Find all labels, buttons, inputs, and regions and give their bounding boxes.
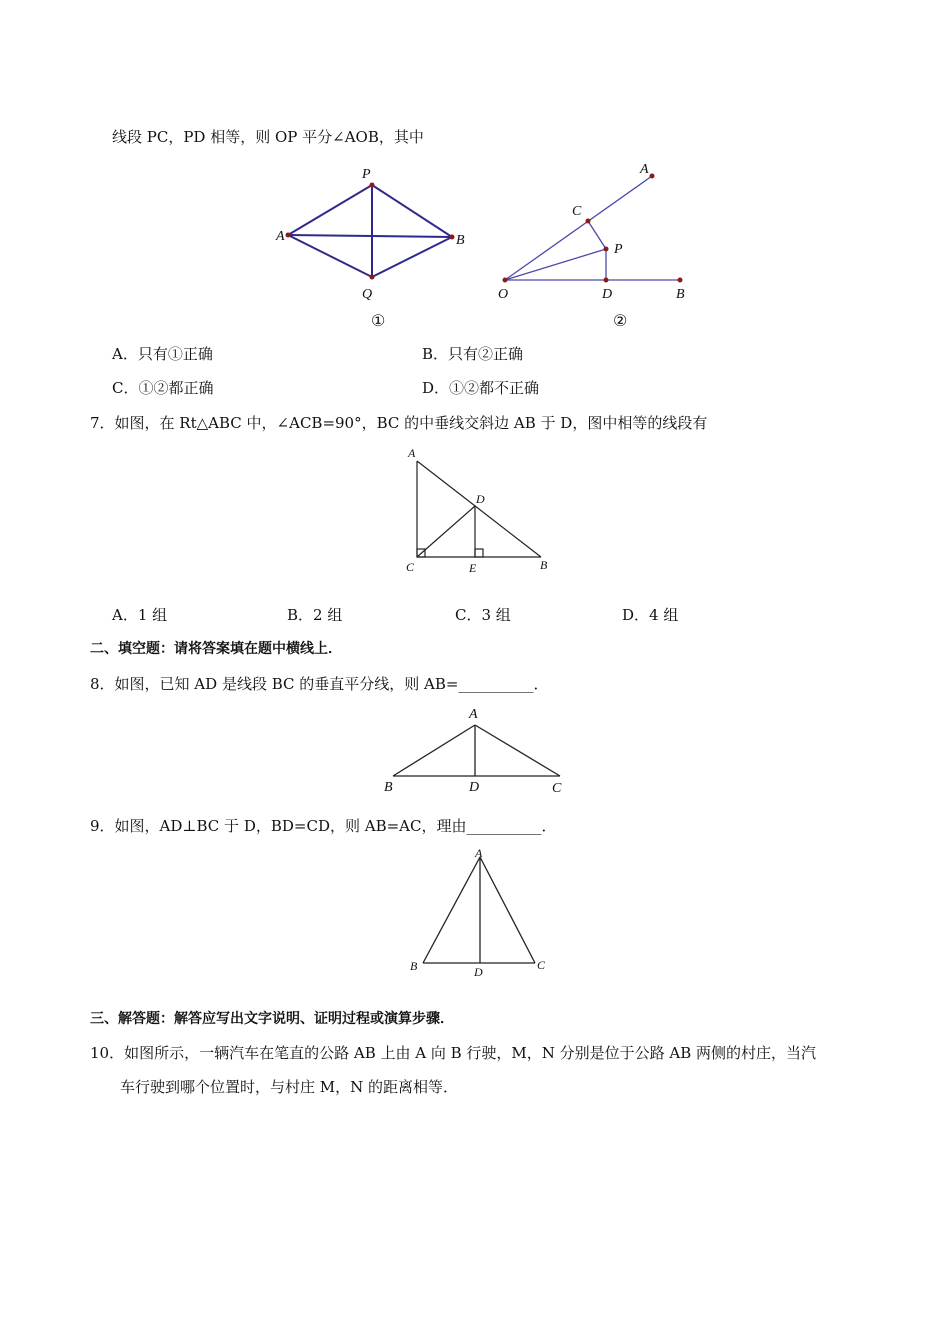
q10-line-1: 10．如图所示，一辆汽车在笔直的公路 AB 上由 A 向 B 行驶，M，N 分别是位于公路 AB 两侧的村庄，当汽 [90,1044,817,1062]
label-a: A [475,846,483,860]
label-a: A [276,229,285,244]
segment-ab [423,857,480,963]
label-d: D [474,965,483,979]
q6-figure-1 [270,160,480,332]
point-c [586,219,591,224]
label-p: P [614,242,623,257]
segment-cd [417,506,475,557]
q8-figure [380,700,570,800]
segment-pc [588,221,606,249]
label-c: C [406,560,415,574]
point-p [370,183,375,188]
label-a: A [469,707,478,722]
section-3-title: 三、解答题：解答应写出文字说明、证明过程或演算步骤． [90,1011,454,1027]
segment-ab [393,725,475,776]
q6-option-b: B．只有②正确 [422,345,524,363]
q6-option-d: D．①②都不正确 [422,379,540,397]
label-b: B [410,959,418,973]
segment-ab [417,461,541,557]
q7-option-b: B．2 组 [287,606,343,624]
label-b: B [676,287,685,302]
segment-pa [288,185,372,235]
segment-pb [372,185,452,237]
label-o: O [498,287,509,302]
point-a [650,174,655,179]
label-p: P [362,167,371,182]
point-b [678,278,683,283]
section-2-title: 二、填空题：请将答案填在题中横线上． [90,641,342,657]
segment-ac [480,857,535,963]
q7-option-d: D．4 组 [622,606,679,624]
label-b: B [540,558,548,572]
label-c: C [552,781,562,796]
q7-option-c: C．3 组 [455,606,511,624]
segment-ac [475,725,560,776]
figure-1-caption: ① [371,313,386,330]
label-a: A [408,446,416,460]
figure-2-caption: ② [613,313,628,330]
label-d: D [476,492,485,506]
segment-bq [372,237,452,277]
point-b [450,235,455,240]
point-a [286,233,291,238]
point-p [604,247,609,252]
segment-ab [288,235,452,237]
label-e: E [469,561,477,575]
q6-figure-2 [490,155,700,332]
q10-line-2: 车行驶到哪个位置时，与村庄 M，N 的距离相等． [120,1078,459,1096]
label-b: B [384,780,393,795]
q7-figure [400,445,560,580]
q9-text: 9．如图，AD⊥BC 于 D，BD=CD，则 AB=AC，理由__________． [90,817,557,835]
point-o [503,278,508,283]
point-q [370,275,375,280]
label-q: Q [362,287,373,302]
q7-option-a: A．1 组 [112,606,168,624]
label-b: B [456,233,465,248]
label-c: C [537,958,546,972]
ray-oa [505,176,652,280]
label-d: D [602,287,613,302]
q8-text: 8．如图，已知 AD 是线段 BC 的垂直平分线，则 AB=__________． [90,675,549,693]
segment-op [505,249,606,280]
q7-text: 7．如图，在 Rt△ABC 中，∠ACB=90°，BC 的中垂线交斜边 AB 于 D，图中相等的线段有 [90,414,708,432]
label-a: A [640,162,649,177]
point-d [604,278,609,283]
q6-option-c: C．①②都正确 [112,379,214,397]
q6-option-a: A．只有①正确 [112,345,213,363]
segment-aq [288,235,372,277]
label-c: C [572,204,582,219]
right-angle-e [475,549,483,557]
q9-figure [405,843,555,983]
label-d: D [469,780,480,795]
q6-intro: 线段 PC，PD 相等，则 OP 平分∠AOB，其中 [112,128,424,146]
